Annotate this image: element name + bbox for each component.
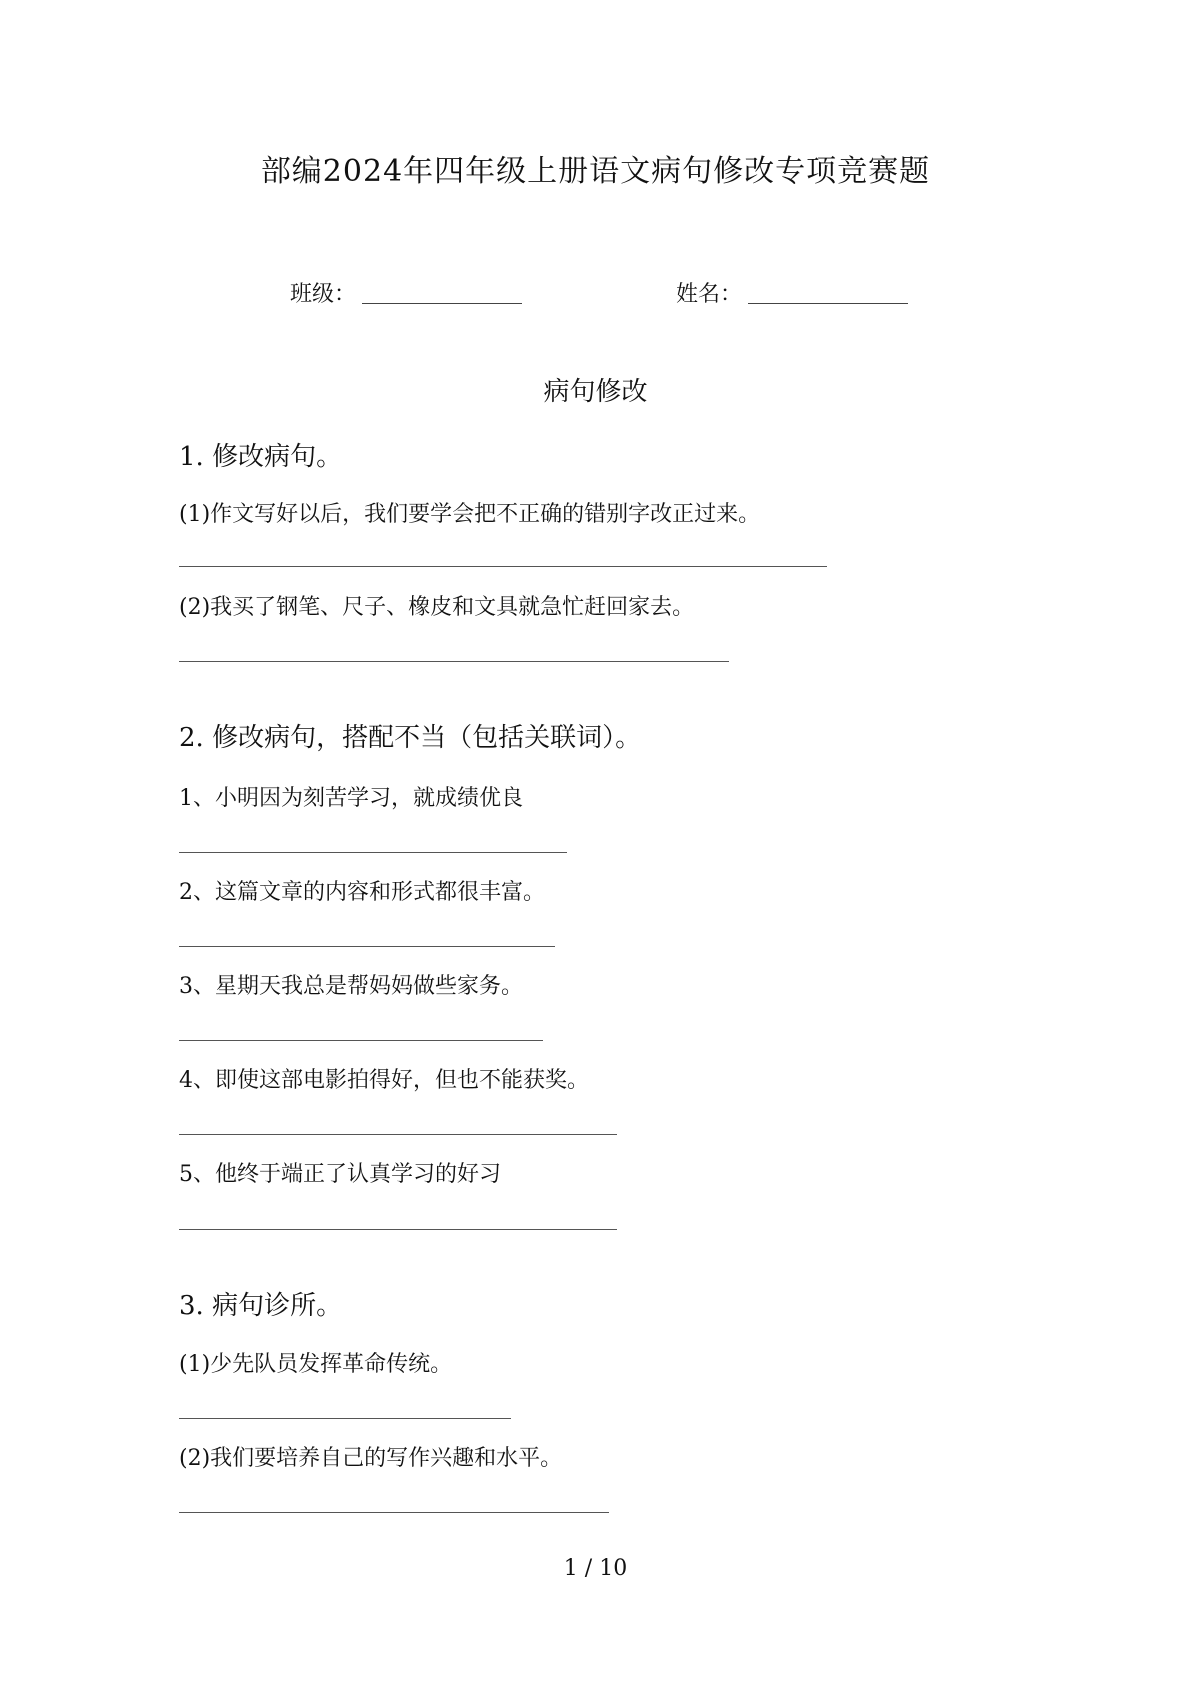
question-1-heading: 1. 修改病句。 — [179, 442, 343, 472]
question-2-item-1: 1、小明因为刻苦学习，就成绩优良 — [179, 786, 523, 811]
answer-line[interactable] — [179, 946, 555, 947]
question-2-item-3: 3、星期天我总是帮妈妈做些家务。 — [179, 974, 523, 999]
answer-line[interactable] — [179, 1512, 609, 1513]
answer-line[interactable] — [179, 661, 729, 662]
question-1-item-2: (2)我买了钢笔、尺子、橡皮和文具就急忙赶回家去。 — [179, 595, 695, 620]
question-1-item-1: (1)作文写好以后，我们要学会把不正确的错别字改正过来。 — [179, 502, 761, 527]
name-label: 姓名： — [676, 282, 743, 307]
answer-line[interactable] — [179, 852, 567, 853]
answer-line[interactable] — [179, 1134, 617, 1135]
question-3-item-2: (2)我们要培养自己的写作兴趣和水平。 — [179, 1446, 563, 1471]
question-2-item-5: 5、他终于端正了认真学习的好习 — [179, 1162, 501, 1187]
class-input-line[interactable] — [362, 303, 522, 304]
answer-line[interactable] — [179, 1418, 511, 1419]
class-label: 班级： — [290, 282, 357, 307]
section-title: 病句修改 — [543, 377, 648, 407]
question-2-heading: 2. 修改病句，搭配不当（包括关联词）。 — [179, 723, 642, 753]
answer-line[interactable] — [179, 1229, 617, 1230]
answer-line[interactable] — [179, 566, 827, 567]
page-number: 1 / 10 — [563, 1556, 628, 1581]
answer-line[interactable] — [179, 1040, 543, 1041]
name-input-line[interactable] — [748, 303, 908, 304]
question-3-item-1: (1)少先队员发挥革命传统。 — [179, 1352, 453, 1377]
question-2-item-2: 2、这篇文章的内容和形式都很丰富。 — [179, 880, 545, 905]
document-title: 部编2024年四年级上册语文病句修改专项竞赛题 — [260, 154, 931, 189]
question-3-heading: 3. 病句诊所。 — [179, 1291, 343, 1321]
question-2-item-4: 4、即使这部电影拍得好，但也不能获奖。 — [179, 1068, 589, 1093]
